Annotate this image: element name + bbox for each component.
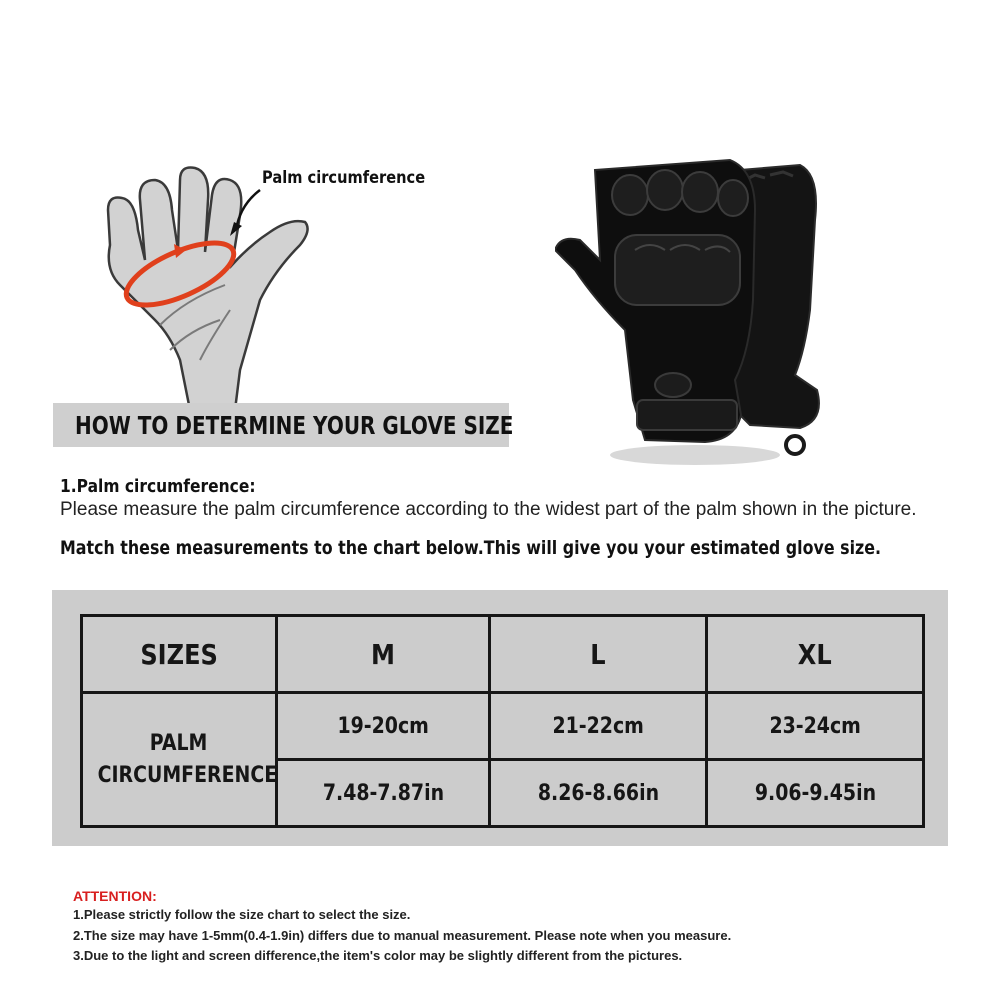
- in-value: 7.48-7.87in: [322, 780, 444, 806]
- row-label-line2: CIRCUMFERENCE: [97, 762, 278, 788]
- glove-shadow: [610, 445, 780, 465]
- size-label: L: [590, 637, 606, 671]
- size-label: M: [371, 637, 395, 671]
- hand-outline: [108, 168, 308, 411]
- in-cell-xl: [707, 760, 924, 827]
- glove-photo: [555, 150, 845, 470]
- size-label: XL: [798, 637, 832, 671]
- instruction-text: Please measure the palm circumference according to the widest part of the palm shown in the picture.: [60, 499, 917, 520]
- hand-illustration: [90, 150, 420, 410]
- size-header-row: [82, 616, 924, 693]
- in-value: 8.26-8.66in: [537, 780, 659, 806]
- size-l-header: [490, 616, 707, 693]
- cm-value: 23-24cm: [769, 713, 861, 739]
- sizes-header-cell: [82, 616, 277, 693]
- cm-row: [82, 693, 924, 760]
- match-instruction: Match these measurements to the chart below.This will give you your estimated glove size.: [60, 537, 882, 559]
- cm-value: 21-22cm: [552, 713, 644, 739]
- knuckle-guard: [612, 170, 748, 305]
- row-label-line1: PALM: [150, 730, 208, 756]
- cm-cell-xl: [707, 693, 924, 760]
- size-xl-header: [707, 616, 924, 693]
- attention-note: 3.Due to the light and screen difference,the item's color may be slightly different from the pictures.: [73, 948, 683, 963]
- size-chart-table: [80, 614, 925, 828]
- cm-cell-m: [277, 693, 490, 760]
- palm-circumference-label: Palm circumference: [262, 168, 426, 188]
- attention-note: 2.The size may have 1-5mm(0.4-1.9in) differs due to manual measurement. Please note when you measure.: [73, 928, 732, 943]
- attention-note: 1.Please strictly follow the size chart to select the size.: [73, 907, 411, 922]
- guide-title: HOW TO DETERMINE YOUR GLOVE SIZE: [75, 411, 514, 440]
- cm-cell-l: [490, 693, 707, 760]
- in-cell-m: [277, 760, 490, 827]
- cm-value: 19-20cm: [337, 713, 429, 739]
- wrist-strap: [637, 400, 737, 430]
- in-cell-l: [490, 760, 707, 827]
- section-heading: 1.Palm circumference:: [60, 476, 256, 497]
- size-m-header: [277, 616, 490, 693]
- attention-title: ATTENTION:: [73, 888, 157, 904]
- palm-circumference-row-label: [82, 693, 277, 827]
- strap-loop: [786, 436, 804, 454]
- sizes-header-label: SIZES: [140, 637, 218, 671]
- in-value: 9.06-9.45in: [754, 780, 876, 806]
